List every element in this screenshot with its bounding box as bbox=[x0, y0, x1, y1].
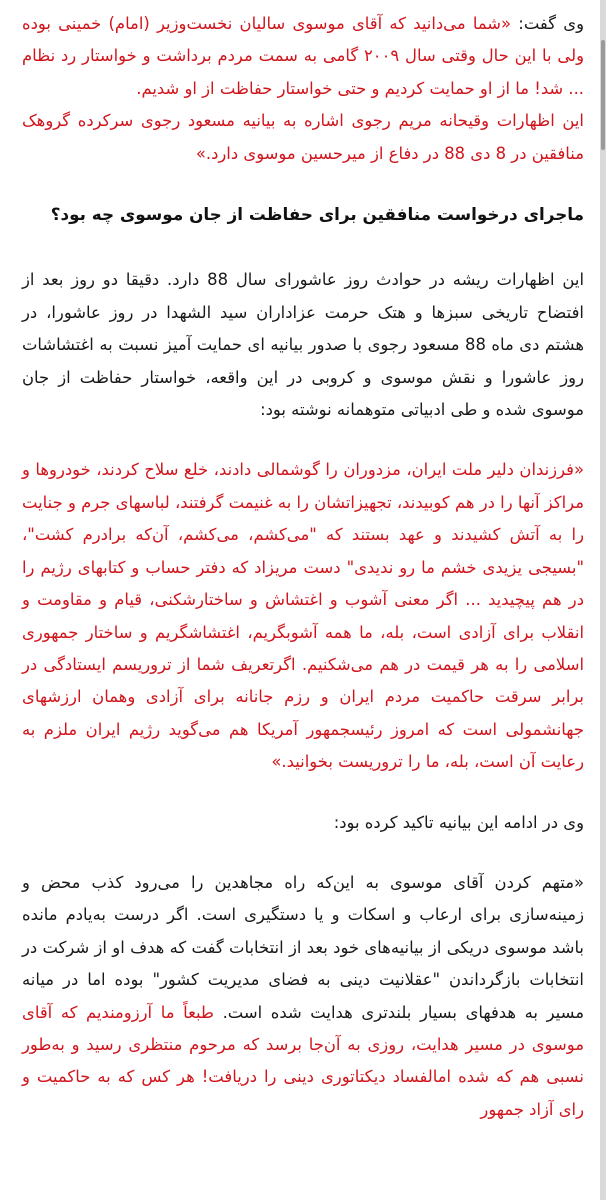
quote-text-red: «شما می‌دانید که آقای موسوی سالیان نخست‌وزیر (امام) خمینی بوده ولی با این حال وقتی سال ۲۰۰۹ گامی به سمت مردم برداشت و خواستار رد نظام ... شد! ما از او حمایت کردیم و حتی خواستار حفاظت از او شدیم. bbox=[22, 14, 584, 98]
spacer bbox=[22, 839, 584, 867]
quote-paragraph-2: «فرزندان دلیر ملت ایران، مزدوران را گوشمالی دادند، خلع سلاح کردند، خودروها و مراکز آنها را در هم کوبیدند، تجهیزاتشان را به غنیمت گرفتند، لباسهای جرم و جنایت را به آتش کشیدند و عهد بستند که "می‌کشم، می‌کشم، آن‌که برادرم کشت"، "بسیجی یزیدی خشم ما رو ندیدی" دست مریزاد که دفتر حساب و کتابهای رژیم را در هم پیچیدید ... اگر معنی آشوب و اغتشاش و ساختارشکنی، قیام و مقاومت و انقلاب برای آزادی است، بله، ما همه آشوبگریم، اغتشاشگریم و ساختار جمهوری اسلامی را به هر قیمت در هم می‌شکنیم. اگرتعریف شما از تروریسم ایستادگی در برابر سرقت حاکمیت مردم ایران و رزم جانانه برای آزادی وهمان ارزشهای جهانشمولی است که امروز رئیسجمهور آمریکا هم می‌گوید رژیم ایران ملزم به رعایت آن است، بله، ما را تروریست بخوانید.» bbox=[22, 460, 584, 772]
spacer bbox=[22, 170, 584, 198]
spacer bbox=[22, 779, 584, 807]
spacer bbox=[22, 426, 584, 454]
quote-paragraph-1 bbox=[22, 8, 584, 105]
quote-paragraph-3 bbox=[22, 867, 584, 1126]
body-paragraph-2: این اظهارات ریشه در حوادث روز عاشورای سال 88 دارد. دقیقا دو روز بعد از افتضاح تاریخی سبزها و هتک حرمت عزاداران سید الشهدا در روز عاشورا، در هشتم دی ماه 88 مسعود رجوی با صدور بیانیه ای حمایت آمیز نسبت به اغتشاشات روز عاشورا و نقش موسوی و کروبی در این واقعه، خواستار حفاظت از جان موسوی شده و طی ادبیاتی متوهمانه نوشته بود: bbox=[22, 270, 584, 420]
quote-tail-red: این اظهارات وقیحانه مریم رجوی اشاره به بیانیه مسعود رجوی سرکرده گروهک منافقین در 8 دی 88 در دفاع از میرحسین موسوی دارد.» bbox=[22, 111, 584, 163]
quote-text-red: طبعاً ما آرزومندیم که آقای موسوی در مسیر هدایت، روزی به آن‌جا برسد که مرحوم منتظری رسید و به‌طور نسبی هم که شده امالفساد دیکتاتوری دینی را دریافت! هر کس که به حاکمیت و رای آزاد جمهور bbox=[22, 1002, 584, 1119]
section-heading: ماجرای درخواست منافقین برای حفاظت از جان موسوی چه بود؟ bbox=[50, 204, 584, 225]
body-paragraph-3: وی در ادامه این بیانیه تاکید کرده بود: bbox=[333, 812, 584, 832]
quote-intro: وی گفت: bbox=[511, 14, 584, 33]
quote-text-black: «متهم کردن آقای موسوی به این‌که راه مجاهدین را می‌رود کذب محض و زمینه‌سازی برای ارعاب و اسکات و یا دستگیری است. اگر درست به‌یادم مانده باشد موسوی دریکی از بیانیه‌های خود بعد از انتخابات گفت که هدف او از شرکت در انتخابات بازگرداندن "عقلانیت دینی به فضای مدیریت کشور" بوده اما در میانه مسیر به هدفهای بسیار بلندتری هدایت شده است. bbox=[22, 872, 584, 1022]
scrollbar-thumb[interactable] bbox=[601, 40, 605, 150]
spacer bbox=[22, 230, 584, 264]
scrollbar-track[interactable] bbox=[600, 0, 606, 1200]
